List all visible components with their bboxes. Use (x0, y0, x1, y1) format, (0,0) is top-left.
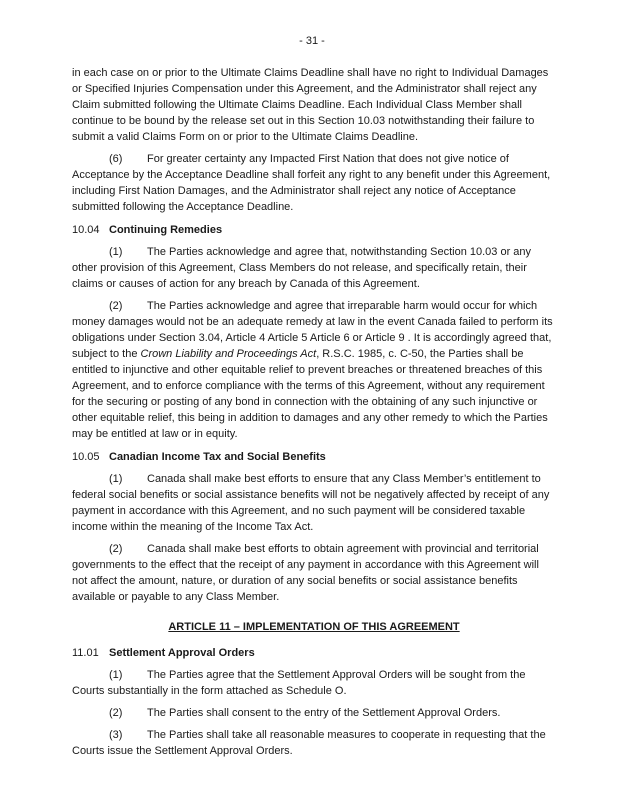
paragraph-text: Canada shall make best efforts to obtain agreement with provincial and territorial governments to the effect that the receipt of any payment in accordance with this Agreement will not affect the amount, nature, or duration of any social benefits or social assistance benefits available or payable to any Class Member. (72, 543, 539, 603)
paragraph-text: The Parties shall take all reasonable measures to cooperate in requesting that the Courts issue the Settlement Approval Orders. (72, 729, 546, 757)
paragraph-number: (1) (109, 246, 123, 258)
paragraph-number: (2) (109, 300, 123, 312)
statute-citation-italic: Crown Liability and Proceedings Act (140, 348, 317, 360)
paragraph-number: (1) (109, 473, 123, 485)
paragraph-text: The Parties agree that the Settlement Approval Orders will be sought from the Courts substantially in the form attached as Schedule O. (72, 669, 526, 697)
section-number: 10.04 (72, 224, 100, 236)
paragraph-number: (6) (109, 153, 123, 165)
paragraph-text: The Parties shall consent to the entry of the Settlement Approval Orders. (147, 707, 501, 719)
section-heading-11-01 (72, 645, 556, 661)
section-title: Continuing Remedies (109, 224, 223, 236)
paragraph-11-01-1 (72, 667, 556, 699)
paragraph-10-05-2 (72, 541, 556, 605)
document-content (0, 49, 556, 759)
section-number: 10.05 (72, 451, 100, 463)
paragraph-text: For greater certainty any Impacted First Nation that does not give notice of Acceptance by the Acceptance Deadline shall forfeit any right to any benefit under this Agreement, including First Nation Damages, and the Administrator shall reject any notice of Acceptance submitted following the Acceptance Deadline. (72, 153, 551, 213)
article-11-heading: ARTICLE 11 – IMPLEMENTATION OF THIS AGREEMENT (168, 621, 460, 633)
paragraph-text: The Parties acknowledge and agree that, notwithstanding Section 10.03 or any other provision of this Agreement, Class Members do not release, and specifically retain, their claims or causes of action for any breach by Canada of this Agreement. (72, 246, 532, 290)
paragraph-text-before-citation: The Parties acknowledge and agree that irreparable harm would occur for which money damages would not be an adequate remedy at law in the event Canada failed to perform its obligations under Section 3.04, Article 4 Article 5 Article 6 or Article 9 . It is accordingly agreed that, subject to the (72, 300, 553, 360)
paragraph-number: (3) (109, 729, 123, 741)
paragraph-10-05-1 (72, 471, 556, 535)
paragraph-continuation: in each case on or prior to the Ultimate Claims Deadline shall have no right to Individual Damages or Specified Injuries Compensation under this Agreement, and the Administrator shall reject any Claim submitted following the Ultimate Claims Deadline. Each Individual Class Member shall continue to be bound by the release set out in this Section 10.03 notwithstanding their failure to submit a valid Claims Form on or prior to the Ultimate Claims Deadline. (72, 67, 549, 143)
section-heading-10-04 (72, 222, 556, 238)
section-title: Settlement Approval Orders (109, 647, 255, 659)
section-number: 11.01 (72, 647, 99, 659)
page-number: - 31 - (299, 35, 325, 47)
section-title: Canadian Income Tax and Social Benefits (109, 451, 326, 463)
paragraph-text-after-citation: , R.S.C. 1985, c. C-50, the Parties shall be entitled to injunctive and other equitable relief to prevent breaches or threatened breaches of this Agreement, and to enforce compliance with the terms of this Agreement, without any requirement for the securing or posting of any bond in connection with the obtaining of any such injunctive or other equitable relief, this being in addition to damages and any other remedy to which the Parties may be entitled at law or in equity. (72, 348, 548, 440)
paragraph-number: (2) (109, 707, 123, 719)
paragraph-number: (1) (109, 669, 123, 681)
paragraph-text: Canada shall make best efforts to ensure that any Class Member’s entitlement to federal social benefits or social assistance benefits will not be negatively affected by receipt of any payment in accordance with this Agreement, and no such payment will be considered taxable income within the meaning of the Income Tax Act. (72, 473, 550, 533)
paragraph-10-04-2 (72, 298, 556, 442)
paragraph-6 (72, 151, 556, 215)
paragraph-11-01-2 (72, 705, 556, 721)
section-heading-10-05 (72, 449, 556, 465)
paragraph-10-04-1 (72, 244, 556, 292)
paragraph-11-01-3 (72, 727, 556, 759)
paragraph-number: (2) (109, 543, 123, 555)
